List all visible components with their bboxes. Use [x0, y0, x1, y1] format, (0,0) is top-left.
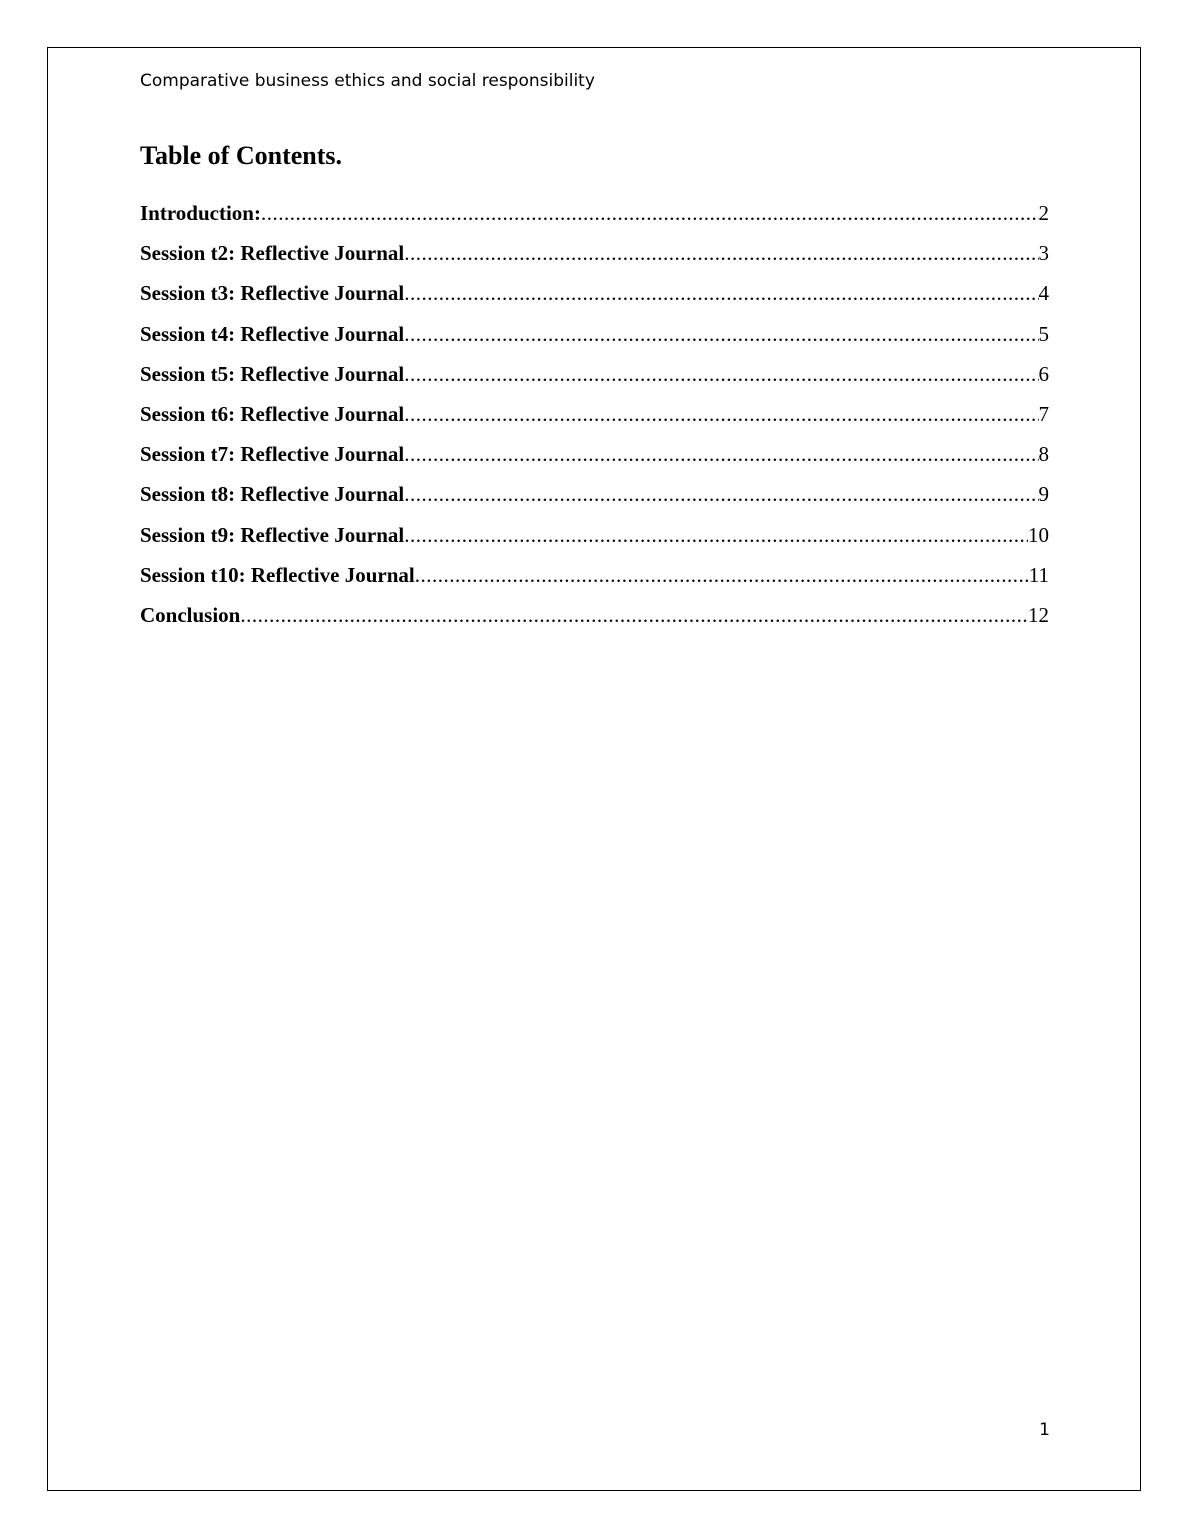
toc-entry-conclusion[interactable] — [140, 603, 1049, 643]
toc-dot-leader — [415, 563, 1029, 588]
toc-entry-session-t4[interactable] — [140, 322, 1049, 362]
toc-entry-page: 3 — [1038, 241, 1049, 266]
toc-entry-session-t5[interactable] — [140, 362, 1049, 402]
toc-entry-label: Session t2: Reflective Journal — [140, 241, 405, 266]
toc-dot-leader — [404, 281, 1038, 306]
toc-entry-session-t8[interactable] — [140, 482, 1049, 522]
toc-entry-label: Session t3: Reflective Journal — [140, 281, 405, 306]
toc-entry-page: 6 — [1038, 361, 1049, 386]
toc-entry-page: 11 — [1028, 562, 1049, 587]
toc-entry-page: 7 — [1038, 401, 1049, 426]
toc-entry-page: 12 — [1028, 602, 1049, 627]
toc-entry-session-t9[interactable] — [140, 523, 1049, 563]
toc-entry-label: Conclusion — [140, 602, 241, 627]
running-header: Comparative business ethics and social responsibility — [140, 71, 595, 91]
toc-entry-label: Introduction: — [140, 201, 261, 225]
toc-entry-page: 9 — [1038, 482, 1049, 507]
toc-entry-session-t7[interactable] — [140, 442, 1049, 482]
toc-entry-label: Session t5: Reflective Journal — [140, 361, 405, 386]
page-number: 1 — [1039, 1420, 1050, 1440]
toc-list — [140, 201, 1049, 643]
toc-dot-leader — [404, 523, 1028, 548]
toc-entry-page: 5 — [1038, 321, 1049, 346]
toc-entry-label: Session t7: Reflective Journal — [140, 442, 405, 467]
toc-entry-page: 10 — [1028, 522, 1049, 547]
toc-title: Table of Contents. — [140, 141, 343, 170]
toc-entry-session-t10[interactable] — [140, 563, 1049, 603]
toc-entry-label: Session t9: Reflective Journal — [140, 522, 405, 547]
toc-dot-leader — [261, 201, 1039, 226]
toc-dot-leader — [404, 322, 1038, 347]
toc-dot-leader — [404, 362, 1038, 387]
toc-dot-leader — [240, 603, 1028, 628]
toc-entry-session-t3[interactable] — [140, 281, 1049, 321]
toc-entry-label: Session t8: Reflective Journal — [140, 482, 405, 507]
toc-dot-leader — [404, 241, 1038, 266]
toc-entry-page: 2 — [1038, 201, 1049, 225]
toc-entry-page: 8 — [1038, 442, 1049, 467]
toc-dot-leader — [404, 442, 1038, 467]
toc-entry-introduction[interactable] — [140, 201, 1049, 241]
toc-entry-page: 4 — [1038, 281, 1049, 306]
toc-entry-label: Session t10: Reflective Journal — [140, 562, 415, 587]
toc-dot-leader — [404, 402, 1038, 427]
toc-dot-leader — [404, 482, 1038, 507]
toc-entry-session-t2[interactable] — [140, 241, 1049, 281]
toc-entry-session-t6[interactable] — [140, 402, 1049, 442]
toc-entry-label: Session t4: Reflective Journal — [140, 321, 405, 346]
toc-entry-label: Session t6: Reflective Journal — [140, 401, 405, 426]
